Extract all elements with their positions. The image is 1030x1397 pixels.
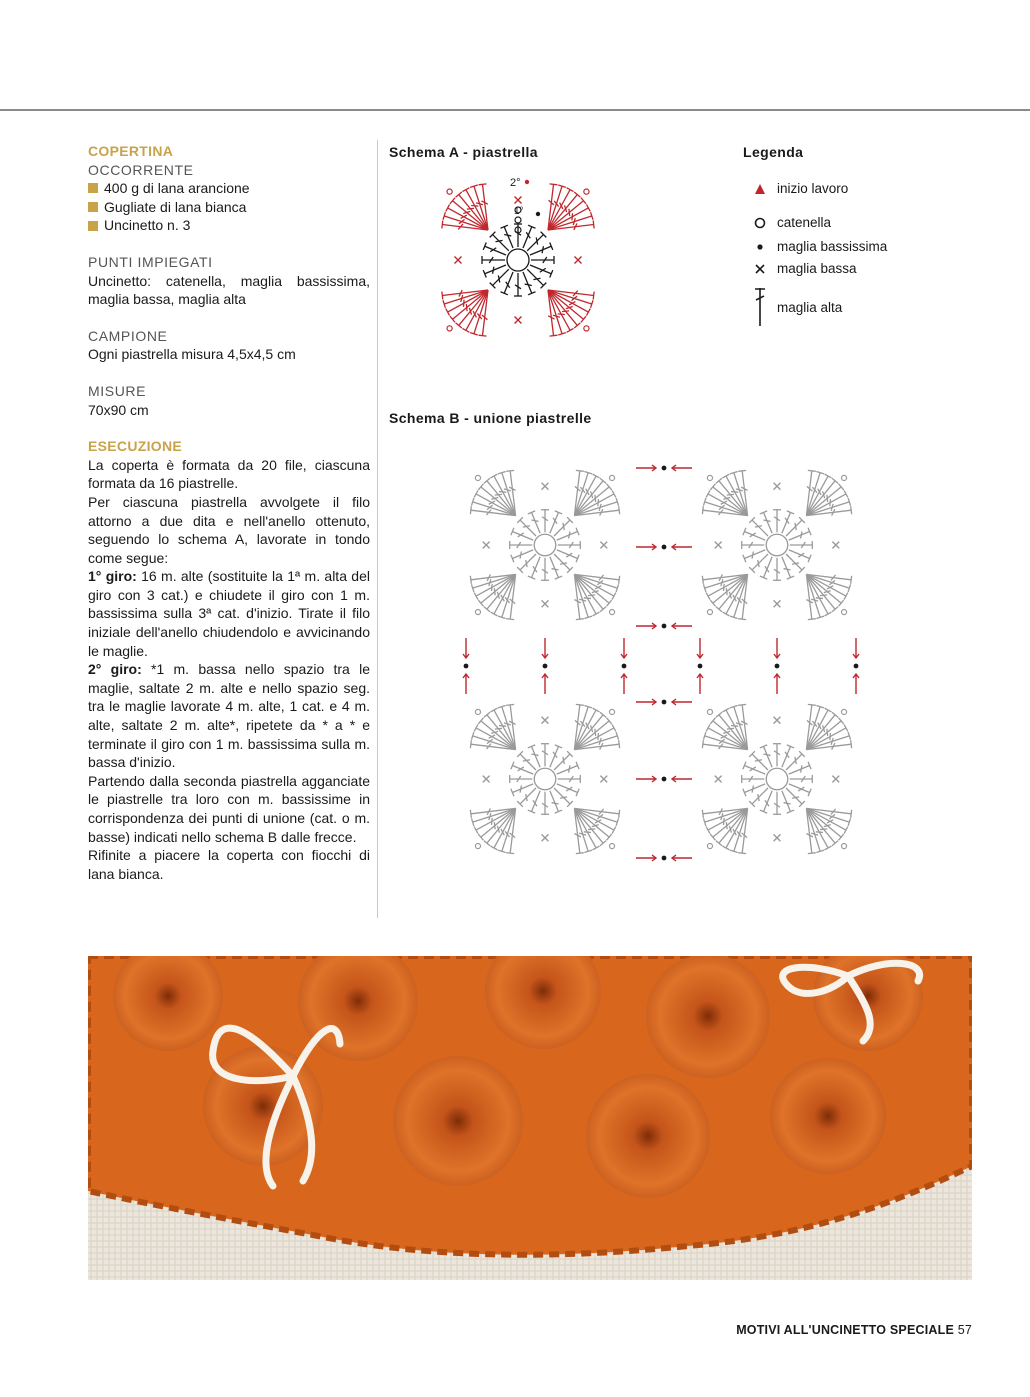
chain-mark [609, 475, 614, 480]
double-crochet-mark [742, 775, 765, 783]
double-crochet-mark [541, 744, 549, 767]
chain-mark [475, 843, 480, 848]
bullet-square-icon [88, 183, 98, 193]
single-crochet-mark [600, 776, 607, 783]
chain-mark [475, 609, 480, 614]
chain-mark [609, 709, 614, 714]
heading-misure: MISURE [88, 382, 147, 399]
intro-text-1: La coperta è formata da 20 file, ciascuna formata da 16 piastrelle. [88, 456, 370, 492]
join-arrow [672, 855, 692, 861]
join-arrow [697, 638, 703, 658]
double-crochet-mark [531, 256, 554, 264]
chain-mark [707, 609, 712, 614]
dot-icon [743, 242, 777, 252]
round-2-text: *1 m. bassa nello spazio tra le maglie, saltate 2 m. alte e nello spazio seg. tra le maglie lavorate 4 m. alte, 1 cat. e 4 m. alte, saltate 2 m. alte*, ripetete da * a * e terminate il giro con 1 m. bassissima sulla m. bassa d'inizio. [88, 661, 370, 771]
single-crochet-mark [600, 542, 607, 549]
schema-a-tile [442, 177, 594, 336]
schema-b-tile [702, 704, 851, 853]
schema-b-title: Schema B - unione piastrelle [389, 410, 592, 426]
schema-b-tile [470, 704, 619, 853]
round-2-tag: 2° [510, 177, 521, 189]
chain-mark [707, 709, 712, 714]
chain-mark [707, 475, 712, 480]
join-arrow [621, 638, 627, 658]
chain-mark [475, 709, 480, 714]
chain-mark [609, 843, 614, 848]
round-1-text: 16 m. alte (sostituite la 1ª m. alta del giro con 3 cat.) e chiudete il giro con 1 m. bassissima sulla 3ª cat. d'inizio. Tirate il filo iniziale dell'anello chiudendolo e avvicinando le maglie. [88, 568, 370, 659]
chain-mark [584, 189, 589, 194]
slip-stitch-mark [662, 545, 667, 550]
chain-mark [584, 326, 589, 331]
double-crochet-mark [514, 273, 522, 296]
finishing-text: Rifinite a piacere la coperta con fiocchi di lana bianca. [88, 847, 370, 882]
round-1-tag: 1° [514, 206, 524, 217]
double-crochet-mark [541, 792, 549, 815]
join-arrow [542, 638, 548, 658]
double-crochet-mark [541, 558, 549, 581]
misure-text: 70x90 cm [88, 401, 149, 418]
join-arrow [636, 544, 656, 550]
heading-punti: PUNTI IMPIEGATI [88, 253, 213, 270]
joining-text: Partendo dalla seconda piastrella agganciate le piastrelle tra loro con m. bassissime in corrispondenza dei punti di unione (cat. o m. basse) indicati nello schema B dalle frecce. [88, 772, 370, 845]
slip-stitch-mark [662, 624, 667, 629]
campione-text: Ogni piastrella misura 4,5x4,5 cm [88, 346, 296, 363]
top-rule [0, 109, 1030, 111]
column-rule [377, 140, 378, 918]
page-number: 57 [957, 1323, 972, 1337]
single-crochet-mark [774, 717, 781, 724]
double-crochet-mark [773, 792, 781, 815]
slip-stitch-mark [662, 700, 667, 705]
single-crochet-mark [575, 257, 582, 264]
legend-item-slip: maglia bassissima [743, 239, 887, 254]
magic-ring [534, 768, 556, 790]
chain-mark [475, 475, 480, 480]
chain-mark [447, 189, 452, 194]
slip-stitch-mark [662, 777, 667, 782]
material-item: 400 g di lana arancione [88, 179, 370, 198]
magic-ring [507, 249, 529, 271]
double-crochet-mark [790, 775, 813, 783]
legend-title: Legenda [743, 144, 804, 160]
double-crochet-mark [773, 510, 781, 533]
legend-item-single: maglia bassa [743, 261, 857, 276]
section-title-copertina: COPERTINA [88, 143, 174, 159]
triangle-icon [743, 183, 777, 195]
double-crochet-mark [482, 256, 505, 264]
double-crochet-mark [558, 541, 581, 549]
single-crochet-mark [515, 197, 522, 204]
slip-stitch-mark [464, 664, 469, 669]
heading-campione: CAMPIONE [88, 327, 168, 344]
slip-stitch-mark [543, 664, 548, 669]
single-crochet-mark [483, 776, 490, 783]
intro-text-2: Per ciascuna piastrella avvolgete il filo attorno a due dita e nell'anello ottenuto, seguendo lo schema A, lavorate in tondo come segue: [88, 493, 370, 566]
chain-mark [841, 609, 846, 614]
round-1-label: 1° giro: [88, 568, 137, 585]
round-2-paragraph [88, 660, 370, 772]
double-crochet-mark [790, 541, 813, 549]
material-item: Uncinetto n. 3 [88, 216, 370, 235]
blanket-photo-image [88, 956, 972, 1280]
single-crochet-mark [455, 257, 462, 264]
chain-mark [841, 475, 846, 480]
cross-icon [743, 263, 777, 275]
magazine-title: MOTIVI ALL'UNCINETTO SPECIALE [736, 1323, 954, 1337]
join-arrow [774, 674, 780, 694]
double-crochet-mark [773, 558, 781, 581]
legend-item-double: maglia alta [743, 286, 842, 328]
chain-mark [447, 326, 452, 331]
legend-item-chain: catenella [743, 215, 831, 230]
double-crochet-mark [773, 744, 781, 767]
single-crochet-mark [515, 317, 522, 324]
single-crochet-mark [715, 776, 722, 783]
slip-stitch-mark [622, 664, 627, 669]
single-crochet-mark [832, 776, 839, 783]
join-arrow [672, 544, 692, 550]
join-arrow [636, 855, 656, 861]
join-arrow [672, 623, 692, 629]
chain-mark [841, 843, 846, 848]
join-arrow [463, 638, 469, 658]
single-crochet-mark [715, 542, 722, 549]
slip-stitch-mark [662, 856, 667, 861]
chain-mark [515, 217, 521, 223]
single-crochet-mark [774, 834, 781, 841]
single-crochet-mark [542, 600, 549, 607]
bullet-square-icon [88, 202, 98, 212]
join-arrow [621, 674, 627, 694]
slip-stitch-mark [854, 664, 859, 669]
schema-a-title: Schema A - piastrella [389, 144, 538, 160]
join-arrow [636, 623, 656, 629]
magic-ring [534, 534, 556, 556]
punti-text: Uncinetto: catenella, maglia bassissima, maglia bassa, maglia alta [88, 272, 370, 308]
double-crochet-mark [742, 541, 765, 549]
join-arrow [636, 699, 656, 705]
double-crochet-mark [541, 510, 549, 533]
schema-b-tile [470, 470, 619, 619]
join-arrow [774, 638, 780, 658]
slip-stitch-mark [662, 466, 667, 471]
chain-circle-icon [743, 217, 777, 229]
instructions-column [88, 142, 370, 883]
round-2-label: 2° giro: [88, 661, 142, 678]
slip-stitch-mark [525, 180, 529, 184]
join-arrow [542, 674, 548, 694]
schema-b-tile [702, 470, 851, 619]
section-title-esecuzione: ESECUZIONE [88, 438, 183, 455]
schema-b-diagram [450, 452, 890, 872]
slip-stitch-mark [698, 664, 703, 669]
legend-item-start: inizio lavoro [743, 181, 848, 196]
single-crochet-mark [542, 834, 549, 841]
join-arrow [853, 674, 859, 694]
schema-a-diagram [432, 172, 608, 348]
chain-mark [841, 709, 846, 714]
chain-mark [707, 843, 712, 848]
magic-ring [766, 768, 788, 790]
double-crochet-mark [510, 541, 533, 549]
single-crochet-mark [483, 542, 490, 549]
join-arrow [463, 674, 469, 694]
single-crochet-mark [832, 542, 839, 549]
blanket-photo [88, 956, 972, 1280]
join-arrow [697, 674, 703, 694]
join-arrow [636, 776, 656, 782]
slip-stitch-mark [536, 212, 540, 216]
join-arrow [672, 776, 692, 782]
slip-stitch-mark [775, 664, 780, 669]
single-crochet-mark [542, 483, 549, 490]
single-crochet-mark [542, 717, 549, 724]
double-crochet-icon [743, 286, 777, 328]
magic-ring [766, 534, 788, 556]
double-crochet-mark [510, 775, 533, 783]
page-footer [736, 1323, 972, 1337]
double-crochet-mark [558, 775, 581, 783]
heading-occorrente: OCCORRENTE [88, 161, 194, 178]
single-crochet-mark [774, 483, 781, 490]
join-arrow [672, 465, 692, 471]
join-arrow [636, 465, 656, 471]
single-crochet-mark [774, 600, 781, 607]
material-item: Gugliate di lana bianca [88, 198, 370, 217]
chain-mark [609, 609, 614, 614]
join-arrow [853, 638, 859, 658]
bullet-square-icon [88, 221, 98, 231]
round-1-paragraph [88, 567, 370, 660]
join-arrow [672, 699, 692, 705]
